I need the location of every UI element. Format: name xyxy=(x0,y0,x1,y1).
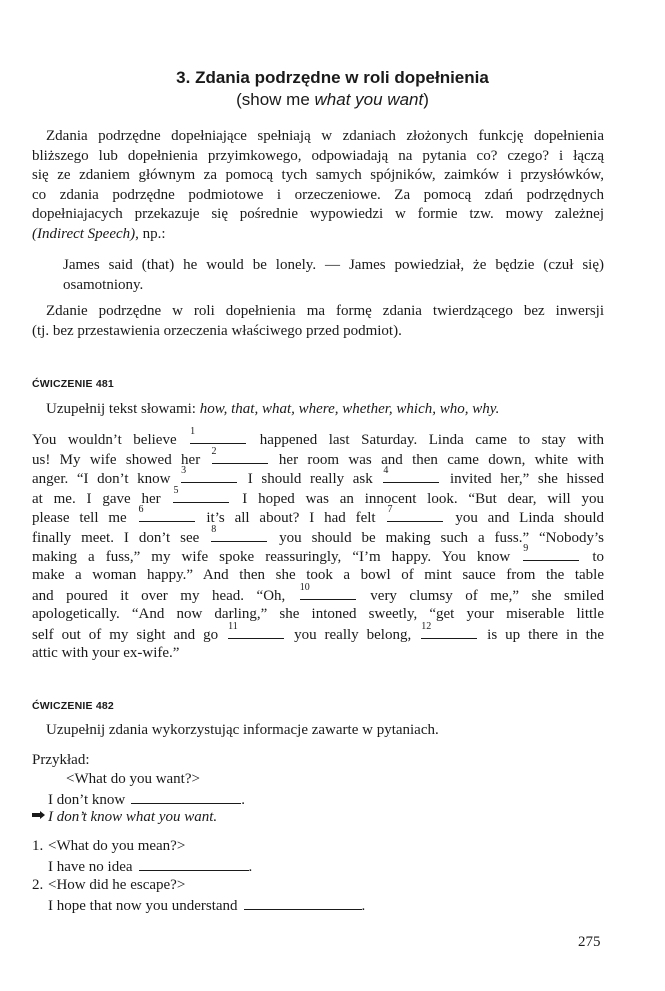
text-segment: it’s all about? I had felt xyxy=(206,510,376,526)
text-segment: is up there in the xyxy=(487,627,604,643)
gap-7[interactable] xyxy=(387,504,443,522)
gap-9[interactable] xyxy=(523,543,579,561)
exercise-text-line xyxy=(32,465,604,488)
gap-number: 5 xyxy=(173,485,179,496)
text-segment: at me. I gave her xyxy=(32,491,161,507)
note-line: (tj. bez przestawienia orzeczenia właściwego przed podmiot). xyxy=(32,323,402,339)
gap-number: 10 xyxy=(299,582,310,593)
exercise-482-heading: ĆWICZENIE 482 xyxy=(32,700,114,712)
gap-number: 6 xyxy=(138,504,144,515)
text-segment: finally meet. I don’t see xyxy=(32,530,200,546)
gap-11[interactable] xyxy=(228,621,284,639)
example-answer: I don’t know what you want. xyxy=(48,809,218,825)
gap-number: 3 xyxy=(181,465,187,476)
exercise-481-heading: ĆWICZENIE 481 xyxy=(32,378,114,390)
text-segment: anger. “I don’t know xyxy=(32,471,171,487)
page-number: 275 xyxy=(578,934,601,950)
stem-end: . xyxy=(248,859,253,875)
gap-12[interactable] xyxy=(421,621,477,639)
subtitle-plain: (show me xyxy=(236,90,315,109)
subtitle-italic: what you want xyxy=(314,90,424,109)
exercise-text-line xyxy=(32,426,605,449)
pointing-hand-icon xyxy=(32,810,46,820)
gap-3[interactable] xyxy=(181,465,237,483)
answer-blank[interactable] xyxy=(139,857,249,871)
gap-2[interactable] xyxy=(211,446,268,464)
subtitle-end: ) xyxy=(423,90,429,109)
text-segment: you should be making such a fuss.” “Nobody’s xyxy=(279,530,605,546)
exercise-text-line xyxy=(32,582,604,605)
example-question: <What do you want?> xyxy=(66,771,200,787)
text-segment: you really belong, xyxy=(294,627,412,643)
exercise-text-line xyxy=(32,543,604,566)
text-segment: you and Linda should xyxy=(455,510,605,526)
text-segment: making a fuss,” my wife spoke reassuringly, “I’m happy. You know xyxy=(32,549,511,565)
exercise-text-line: apologetically. “And now darling,” she intoned sweetly, “get your miserable little xyxy=(32,606,604,622)
gap-5[interactable] xyxy=(173,485,229,503)
stem-end: . xyxy=(361,898,366,914)
exercise-482-instruction: Uzupełnij zdania wykorzystując informacje zawarte w pytaniach. xyxy=(46,722,439,738)
gap-number: 1 xyxy=(190,426,196,437)
intro-line: Zdania podrzędne dopełniające spełniają w zdaniach złożonych funkcję dopełnienia xyxy=(46,128,604,144)
exercise-text-line: attic with your ex-wife.” xyxy=(32,645,180,661)
text-segment: self out of my sight and go xyxy=(32,627,219,643)
example-stem xyxy=(48,790,245,809)
item-question: <What do you mean?> xyxy=(48,838,186,854)
exercise-text-line: make a woman happy.” And then she took a bowl of mint sauce from the table xyxy=(32,567,604,583)
stem-text: I hope that now you understand xyxy=(48,898,238,914)
item-stem xyxy=(48,896,365,915)
gap-number: 8 xyxy=(211,524,217,535)
instruction-plain: Uzupełnij tekst słowami: xyxy=(46,401,200,417)
text-segment: invited her,” she hissed xyxy=(450,471,604,487)
exercise-text-line xyxy=(32,446,605,469)
gap-1[interactable] xyxy=(190,426,246,444)
text-segment: happened last Saturday. Linda came to stay with xyxy=(259,432,605,448)
note-line: Zdanie podrzędne w roli dopełnienia ma formę zdania twierdzącego bez inwersji xyxy=(46,303,604,319)
text-segment: her room was and then came down, white with xyxy=(278,452,605,468)
gap-number: 2 xyxy=(211,446,217,457)
intro-line: dopełniajacych przekazuje się pośrednie wypowiedzi w formie tzw. mowy zależnej xyxy=(32,206,604,222)
intro-line: bliższego lub dopełnienia przyimkowego, odpowiadają na pytania co? czego? i łączą xyxy=(32,148,604,164)
stem-end: . xyxy=(241,792,245,808)
text-segment: and poured it over my head. “Oh, xyxy=(32,588,286,604)
exercise-text-line xyxy=(32,524,605,547)
item-question: <How did he escape?> xyxy=(48,877,186,893)
item-number: 1. xyxy=(32,838,44,854)
gap-number: 11 xyxy=(228,621,238,632)
text-segment: I hoped was an innocent look. “But dear, will you xyxy=(242,491,604,507)
text-segment: very clumsy of me,” she smiled xyxy=(370,588,604,604)
item-number: 2. xyxy=(32,877,44,893)
text-segment: please tell me xyxy=(32,510,127,526)
stem-text: I have no idea xyxy=(48,859,133,875)
exercise-text-line xyxy=(32,504,605,527)
gap-10[interactable] xyxy=(299,582,356,600)
exercise-text-line xyxy=(32,621,604,644)
section-subtitle xyxy=(0,90,665,110)
example-sentence-line: James said (that) he would be lonely. — James powiedział, że będzie (czuł się) xyxy=(63,257,604,273)
gap-number: 12 xyxy=(421,621,432,632)
gap-4[interactable] xyxy=(383,465,439,483)
section-title: 3. Zdania podrzędne w roli dopełnienia xyxy=(176,68,489,87)
example-label: Przykład: xyxy=(32,752,90,768)
gap-number: 9 xyxy=(523,543,529,554)
intro-line-last xyxy=(32,226,166,243)
text-segment: to xyxy=(592,549,604,565)
gap-number: 4 xyxy=(383,465,389,476)
instruction-words: how, that, what, where, whether, which, who, why. xyxy=(199,401,500,417)
stem-text: I don’t know xyxy=(48,792,126,808)
item-stem xyxy=(48,857,252,876)
indirect-speech-term: (Indirect Speech) xyxy=(32,226,136,242)
gap-8[interactable] xyxy=(211,524,267,542)
exercise-481-instruction xyxy=(46,401,499,418)
text-segment: I should really ask xyxy=(247,471,373,487)
gap-6[interactable] xyxy=(138,504,195,522)
intro-line: się ze zdaniem głównym za pomocą tych samych spójników, zaimków i przysłówków, xyxy=(32,167,604,183)
answer-blank[interactable] xyxy=(131,790,241,804)
text-segment: us! My wife showed her xyxy=(32,452,201,468)
answer-blank[interactable] xyxy=(244,896,362,910)
gap-number: 7 xyxy=(387,504,393,515)
exercise-text-line xyxy=(32,485,604,508)
text-segment: You wouldn’t believe xyxy=(32,432,177,448)
intro-line: co zdania podrzędne podmiotowe i orzeczeniowe. Za pomocą zdań podrzędnych xyxy=(32,187,604,203)
example-sentence-line: osamotniony. xyxy=(63,277,144,293)
intro-line-tail: , np.: xyxy=(135,226,166,242)
